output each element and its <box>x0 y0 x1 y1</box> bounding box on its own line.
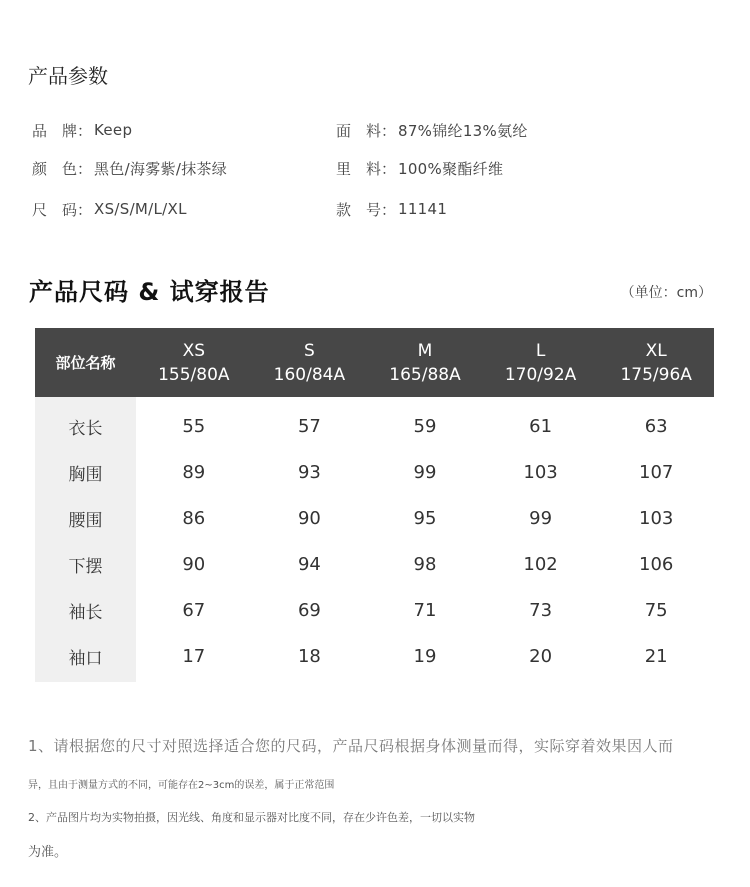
size-spec: 175/96A <box>620 364 692 385</box>
size-table-header <box>35 328 714 397</box>
table-cell: 98 <box>367 541 483 587</box>
size-label: M <box>417 340 433 361</box>
table-cell: 63 <box>598 397 714 449</box>
header-size-m <box>367 328 483 397</box>
table-row <box>35 541 714 587</box>
header-size-l <box>483 328 599 397</box>
param-lining <box>336 156 503 180</box>
table-cell: 95 <box>367 495 483 541</box>
table-cell: 102 <box>483 541 599 587</box>
table-cell: 18 <box>252 633 368 682</box>
table-cell: 86 <box>136 495 252 541</box>
table-cell: 103 <box>483 449 599 495</box>
note-2-continued: 为准。 <box>28 845 68 860</box>
table-cell: 103 <box>598 495 714 541</box>
param-fabric <box>336 118 528 142</box>
size-label: S <box>303 340 315 361</box>
table-cell: 67 <box>136 587 252 633</box>
table-cell: 106 <box>598 541 714 587</box>
header-size-xs <box>136 328 252 397</box>
table-cell: 59 <box>367 397 483 449</box>
table-cell: 55 <box>136 397 252 449</box>
table-cell: 90 <box>252 495 368 541</box>
unit-label: （单位：cm） <box>620 285 712 301</box>
table-row <box>35 449 714 495</box>
table-row <box>35 633 714 682</box>
table-row <box>35 587 714 633</box>
table-cell: 107 <box>598 449 714 495</box>
table-cell: 99 <box>483 495 599 541</box>
param-value: 黑色/海雾紫/抹茶绿 <box>94 159 228 178</box>
param-style-no <box>336 197 447 221</box>
size-chart-title: 产品尺码 & 试穿报告 <box>29 278 270 306</box>
param-key: 颜 色： <box>32 159 93 178</box>
param-value: 11141 <box>398 200 448 218</box>
table-cell: 94 <box>252 541 368 587</box>
table-cell: 69 <box>252 587 368 633</box>
param-value: 87%锦纶13%氨纶 <box>398 121 528 140</box>
header-size-s <box>252 328 368 397</box>
table-cell: 89 <box>136 449 252 495</box>
note-1: 1、请根据您的尺寸对照选择适合您的尺码，产品尺码根据身体测量而得，实际穿着效果因人而 <box>28 737 674 755</box>
table-cell: 93 <box>252 449 368 495</box>
product-params-title: 产品参数 <box>28 64 108 88</box>
param-value: XS/S/M/L/XL <box>94 200 187 218</box>
note-1-continued: 异，且由于测量方式的不同，可能存在2~3cm的误差，属于正常范围 <box>28 780 335 791</box>
param-key: 里 料： <box>336 159 397 178</box>
table-cell: 57 <box>252 397 368 449</box>
param-key: 尺 码： <box>32 200 93 219</box>
size-spec: 155/80A <box>158 364 230 385</box>
row-label: 胸围 <box>35 449 136 495</box>
param-value: Keep <box>94 121 133 139</box>
param-key: 款 号： <box>336 200 397 219</box>
table-cell: 17 <box>136 633 252 682</box>
table-row <box>35 495 714 541</box>
table-cell: 71 <box>367 587 483 633</box>
row-label: 衣长 <box>35 397 136 449</box>
table-cell: 21 <box>598 633 714 682</box>
table-cell: 19 <box>367 633 483 682</box>
size-table <box>35 328 714 682</box>
param-size <box>32 197 187 221</box>
param-key: 品 牌： <box>32 121 93 140</box>
size-spec: 165/88A <box>389 364 461 385</box>
table-cell: 90 <box>136 541 252 587</box>
table-cell: 73 <box>483 587 599 633</box>
param-brand <box>32 118 132 142</box>
param-color <box>32 156 227 180</box>
table-cell: 75 <box>598 587 714 633</box>
size-label: XS <box>182 340 206 361</box>
row-label: 下摆 <box>35 541 136 587</box>
table-cell: 20 <box>483 633 599 682</box>
size-spec: 170/92A <box>504 364 577 385</box>
notes-block <box>28 735 728 860</box>
header-size-xl <box>598 328 714 397</box>
row-label: 袖口 <box>35 633 136 682</box>
header-part-name: 部位名称 <box>35 328 136 397</box>
note-2: 2、产品图片均为实物拍摄，因光线、角度和显示器对比度不同，存在少许色差，一切以实物 <box>28 811 475 824</box>
size-spec: 160/84A <box>273 364 346 385</box>
table-cell: 99 <box>367 449 483 495</box>
size-label: L <box>535 340 546 361</box>
param-key: 面 料： <box>336 121 397 140</box>
size-label: XL <box>645 340 667 361</box>
param-value: 100%聚酯纤维 <box>398 159 504 178</box>
table-row <box>35 397 714 449</box>
table-cell: 61 <box>483 397 599 449</box>
row-label: 腰围 <box>35 495 136 541</box>
row-label: 袖长 <box>35 587 136 633</box>
